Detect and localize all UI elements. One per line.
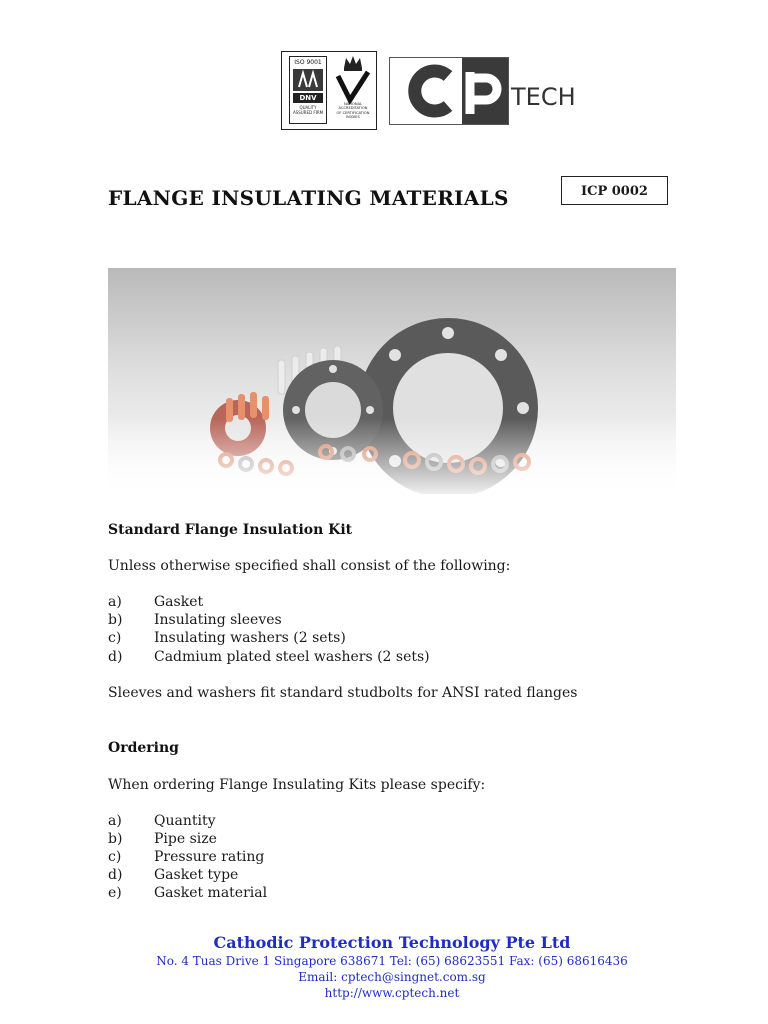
kit-note: Sleeves and washers fit standard studbolts for ANSI rated flanges xyxy=(108,685,578,701)
page-title: FLANGE INSULATING MATERIALS xyxy=(108,186,509,210)
list-text: Insulating sleeves xyxy=(154,612,282,628)
company-email-link[interactable]: Email: cptech@singnet.com.sg xyxy=(298,970,486,984)
list-text: Insulating washers (2 sets) xyxy=(154,630,346,646)
list-marker: d) xyxy=(108,867,123,883)
list-text: Pressure rating xyxy=(154,849,265,865)
company-name: Cathodic Protection Technology Pte Ltd xyxy=(213,933,571,952)
dnv-label: DNV xyxy=(293,93,323,103)
ordering-heading: Ordering xyxy=(108,740,179,756)
accreditation-crown-badge xyxy=(334,54,372,124)
list-text: Gasket material xyxy=(154,885,268,901)
list-marker: c) xyxy=(108,849,122,865)
kit-heading: Standard Flange Insulation Kit xyxy=(108,522,353,538)
iso-title: ISO 9001 xyxy=(294,59,322,66)
list-text: Cadmium plated steel washers (2 sets) xyxy=(154,649,430,665)
list-text: Pipe size xyxy=(154,831,217,847)
list-marker: a) xyxy=(108,594,122,610)
document-code-box: ICP 0002 xyxy=(561,176,668,205)
company-address: No. 4 Tuas Drive 1 Singapore 638671 Tel: (65) 68623551 Fax: (65) 68616436 xyxy=(156,954,628,968)
list-marker: a) xyxy=(108,813,122,829)
list-marker: b) xyxy=(108,612,123,628)
list-text: Gasket xyxy=(154,594,204,610)
list-text: Quantity xyxy=(154,813,216,829)
iso-9001-badge xyxy=(289,56,327,124)
list-marker: d) xyxy=(108,649,123,665)
iso-dnv-logo xyxy=(281,51,377,130)
list-text: Gasket type xyxy=(154,867,239,883)
company-website-link[interactable]: http://www.cptech.net xyxy=(324,986,460,1000)
ordering-intro: When ordering Flange Insulating Kits please specify: xyxy=(108,777,486,793)
list-marker: c) xyxy=(108,630,122,646)
list-marker: b) xyxy=(108,831,123,847)
quality-assured-label: QUALITY ASSURED FIRM xyxy=(292,105,324,115)
dnv-emblem-icon xyxy=(293,69,323,91)
accreditation-text: NATIONAL ACCREDITATION OF CERTIFICATION BODIES xyxy=(336,102,370,120)
cp-logo-mark xyxy=(389,57,509,125)
tech-wordmark: TECH xyxy=(511,83,576,111)
kit-intro: Unless otherwise specified shall consist of the following: xyxy=(108,558,511,574)
list-marker: e) xyxy=(108,885,122,901)
cp-tech-logo xyxy=(389,57,576,125)
flange-kit-photo xyxy=(108,268,676,494)
